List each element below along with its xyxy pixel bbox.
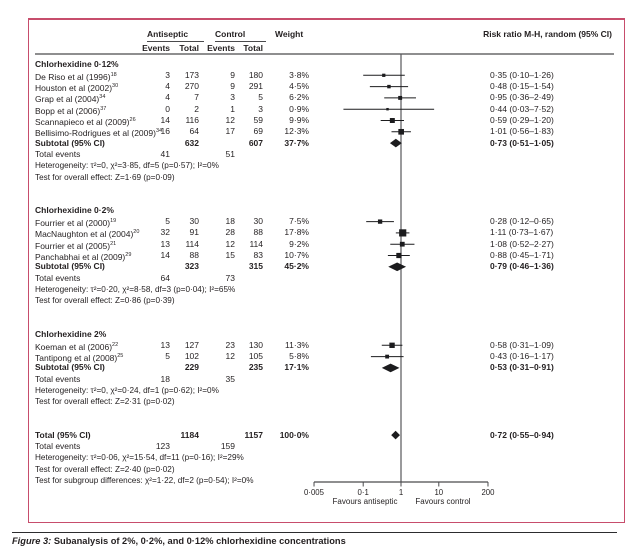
control-total-value: 3 (258, 103, 263, 114)
control-total-value: 83 (253, 250, 263, 260)
overall-effect-note: Test for overall effect: Z=0·86 (p=0·39) (35, 296, 175, 306)
antiseptic-total-subheader: Total (179, 42, 199, 53)
study-name: Tantipong et al $(2008)^{25}$ (35, 352, 124, 363)
antiseptic-total-value: 7 (194, 92, 199, 103)
risk-ratio-column-header: Risk ratio M-H, random (95% CI) (483, 29, 612, 39)
figure-caption-number: Figure 3: (12, 536, 52, 546)
study-name: Koeman et al $(2006)^{22}$ (35, 341, 119, 352)
control-events-value: 15 (225, 250, 235, 260)
risk-ratio-value: 0·53 (0·31–0·91) (490, 362, 554, 373)
weight-value: 17·1% (284, 362, 309, 373)
risk-ratio-value: 0·58 (0·31–1·09) (490, 339, 554, 350)
overall-effect-note: Test for overall effect: Z=1·69 (p=0·09) (35, 172, 175, 182)
antiseptic-total-value: 127 (184, 339, 199, 350)
weight-value: 12·3% (284, 126, 309, 137)
total-events-label: Total events (35, 148, 81, 159)
antiseptic-total-value: 2 (194, 103, 199, 114)
weight-value: 0·9% (289, 103, 309, 114)
study-name: De Riso et al $(1996)^{18}$ (35, 71, 117, 82)
antiseptic-events-value: 13 (160, 339, 170, 350)
risk-ratio-value: 0·28 (0·12–0·65) (490, 216, 554, 227)
axis-tick-label: 0·005 (304, 488, 324, 497)
total-label: Total (95% CI) (35, 429, 91, 440)
risk-ratio-value: 0·72 (0·55–0·94) (490, 429, 554, 440)
control-total-subheader: Total (243, 42, 263, 53)
antiseptic-total-value: 173 (184, 69, 199, 80)
weight-value: 11·3% (285, 339, 309, 350)
weight-column-header: Weight (275, 29, 304, 39)
control-events-value: 28 (225, 227, 235, 238)
subtotal-diamond (390, 139, 402, 148)
antiseptic-total-value: 102 (184, 351, 199, 362)
total-events-label: Total events (35, 440, 81, 451)
control-total-value: 5 (258, 92, 263, 103)
overall-effect-note: Test for overall effect: Z=2·40 (p=0·02) (35, 464, 175, 474)
axis-tick-label: 1 (398, 488, 404, 497)
antiseptic-total-value: 632 (184, 137, 199, 148)
effect-square (398, 96, 402, 100)
subtotal-diamond (382, 364, 400, 373)
effect-square (385, 355, 389, 359)
weight-value: 17·8% (284, 227, 309, 238)
control-events-value: 73 (225, 272, 235, 283)
weight-value: 100·0% (279, 429, 309, 440)
total-events-label: Total events (35, 272, 81, 283)
antiseptic-total-value: 114 (185, 238, 199, 249)
subtotal-diamond (388, 263, 406, 272)
antiseptic-events-value: 5 (165, 351, 170, 362)
subtotal-label: Subtotal (95% CI) (35, 261, 105, 272)
antiseptic-total-value: 1184 (180, 429, 199, 440)
control-column-header: Control (215, 29, 266, 42)
heterogeneity-note: Heterogeneity: τ²=0·06, χ²=15·54, df=11 (p=0·16); I²=29% (35, 453, 244, 463)
risk-ratio-value: 0·48 (0·15–1·54) (490, 81, 554, 92)
favours-antiseptic-label: Favours antiseptic (332, 497, 398, 506)
figure-caption (12, 532, 617, 547)
control-total-value: 59 (253, 115, 263, 125)
subtotal-label: Subtotal (95% CI) (35, 137, 105, 148)
study-name: Bopp et al $(2006)^{37}$ (35, 105, 107, 116)
control-events-value: 159 (220, 440, 235, 451)
risk-ratio-value: 1·08 (0·52–2·27) (490, 238, 554, 249)
study-name: Houston et al $(2002)^{30}$ (35, 82, 119, 93)
control-total-value: 130 (248, 339, 263, 350)
control-total-value: 30 (253, 216, 263, 227)
effect-square (382, 74, 385, 77)
control-events-value: 17 (225, 126, 235, 137)
antiseptic-total-value: 270 (184, 81, 199, 92)
risk-ratio-value: 0·95 (0·36–2·49) (490, 92, 554, 103)
risk-ratio-value: 0·73 (0·51–1·05) (490, 137, 554, 148)
antiseptic-events-value: 5 (165, 216, 170, 227)
control-events-value: 9 (230, 81, 235, 92)
antiseptic-column-header: Antiseptic (147, 29, 204, 42)
risk-ratio-value: 1·01 (0·56–1·83) (490, 126, 554, 137)
control-events-value: 35 (225, 373, 235, 384)
control-total-value: 1157 (244, 429, 263, 440)
control-total-value: 105 (248, 351, 263, 362)
control-events-value: 1 (230, 103, 235, 114)
antiseptic-total-value: 88 (189, 250, 199, 260)
weight-value: 37·7% (284, 137, 309, 148)
group-label: Chlorhexidine 2% (35, 328, 107, 339)
study-name: Grap et al $(2004)^{34}$ (35, 94, 106, 105)
weight-value: 3·8% (289, 69, 309, 80)
effect-square (398, 129, 404, 135)
risk-ratio-value: 0·43 (0·16–1·17) (490, 351, 554, 362)
weight-value: 45·2% (284, 261, 309, 272)
antiseptic-events-value: 18 (160, 373, 170, 384)
subgroup-difference-note: Test for subgroup differences: χ²=1·22, df=2 (p=0·54); I²=0% (35, 475, 254, 485)
effect-square (399, 229, 406, 236)
favours-control-label: Favours control (415, 497, 471, 506)
effect-square (389, 343, 394, 348)
risk-ratio-value: 0·88 (0·45–1·71) (490, 250, 554, 260)
control-events-subheader: Events (207, 42, 235, 53)
control-events-value: 12 (225, 115, 235, 125)
control-total-value: 114 (249, 238, 263, 249)
antiseptic-total-value: 30 (189, 216, 199, 227)
total-diamond (391, 431, 400, 440)
control-events-value: 9 (230, 69, 235, 80)
study-name: Scannapieco et al $(2009)^{26}$ (35, 116, 136, 127)
risk-ratio-value: 0·59 (0·29–1·20) (490, 115, 554, 125)
weight-value: 5·8% (289, 351, 309, 362)
antiseptic-events-subheader: Events (142, 42, 170, 53)
weight-value: 7·5% (289, 216, 309, 227)
total-events-label: Total events (35, 373, 81, 384)
control-total-value: 235 (248, 362, 263, 373)
study-name: Bellisimo-Rodrigues et al $(2009)^{34}$ (35, 128, 163, 139)
subtotal-label: Subtotal (95% CI) (35, 362, 105, 373)
antiseptic-total-value: 229 (184, 362, 199, 373)
antiseptic-total-value: 64 (189, 126, 199, 137)
axis-tick-label: 0·1 (357, 488, 369, 497)
antiseptic-events-value: 14 (160, 250, 170, 260)
control-total-value: 315 (248, 261, 263, 272)
weight-value: 6·2% (289, 92, 309, 103)
antiseptic-events-value: 14 (160, 115, 170, 125)
effect-square (378, 219, 382, 223)
study-name: MacNaughton et al $(2004)^{20}$ (35, 229, 140, 240)
antiseptic-events-value: 41 (160, 148, 170, 159)
weight-value: 4·5% (289, 81, 309, 92)
effect-square (400, 242, 405, 247)
figure-caption-text: Subanalysis of 2%, 0·2%, and 0·12% chlorhexidine concentrations (53, 536, 346, 546)
group-label: Chlorhexidine 0·2% (35, 204, 114, 215)
weight-value: 9·2% (289, 238, 309, 249)
study-name: Fourrier et al $(2005)^{21}$ (35, 240, 117, 251)
control-events-value: 18 (225, 216, 235, 227)
control-total-value: 607 (248, 137, 263, 148)
heterogeneity-note: Heterogeneity: τ²=0, χ²=0·24, df=1 (p=0·62); I²=0% (35, 386, 219, 395)
control-events-value: 12 (225, 238, 235, 249)
antiseptic-events-value: 4 (165, 81, 170, 92)
antiseptic-events-value: 0 (165, 103, 170, 114)
antiseptic-events-value: 16 (160, 126, 170, 137)
control-total-value: 88 (253, 227, 263, 238)
weight-value: 10·7% (284, 250, 309, 260)
risk-ratio-value: 0·79 (0·46–1·36) (490, 261, 554, 272)
heterogeneity-note: Heterogeneity: τ²=0·20, χ²=8·58, df=3 (p=0·04); I²=65% (35, 284, 236, 294)
weight-value: 9·9% (289, 115, 309, 125)
control-events-value: 23 (225, 339, 235, 350)
control-events-value: 12 (225, 351, 235, 362)
antiseptic-events-value: 123 (155, 440, 170, 451)
control-total-value: 69 (253, 126, 263, 137)
antiseptic-total-value: 116 (185, 115, 199, 125)
antiseptic-events-value: 3 (165, 69, 170, 80)
antiseptic-total-value: 323 (184, 261, 199, 272)
effect-square (386, 108, 388, 110)
effect-square (387, 85, 390, 88)
study-name: Fourrier et al $(2000)^{19}$ (35, 217, 117, 228)
control-events-value: 51 (225, 148, 235, 159)
risk-ratio-value: 0·44 (0·03–7·52) (490, 103, 554, 114)
control-total-value: 291 (248, 81, 263, 92)
forest-plot-figure (28, 18, 625, 523)
risk-ratio-value: 1·11 (0·73–1·67) (490, 227, 554, 238)
overall-effect-note: Test for overall effect: Z=2·31 (p=0·02) (35, 397, 175, 407)
control-total-value: 180 (248, 69, 263, 80)
antiseptic-events-value: 64 (160, 272, 170, 283)
antiseptic-events-value: 32 (160, 227, 170, 238)
study-name: Panchabhai et al $(2009)^{29}$ (35, 251, 132, 262)
antiseptic-total-value: 91 (189, 227, 199, 238)
group-label: Chlorhexidine 0·12% (35, 58, 119, 69)
axis-tick-label: 200 (481, 488, 495, 497)
risk-ratio-value: 0·35 (0·10–1·26) (490, 69, 554, 80)
control-events-value: 3 (230, 92, 235, 103)
antiseptic-events-value: 4 (165, 92, 170, 103)
heterogeneity-note: Heterogeneity: τ²=0, χ²=3·85, df=5 (p=0·57); I²=0% (35, 161, 219, 171)
effect-square (390, 118, 395, 123)
antiseptic-events-value: 13 (160, 238, 170, 249)
axis-tick-label: 10 (434, 488, 444, 497)
effect-square (396, 253, 401, 258)
